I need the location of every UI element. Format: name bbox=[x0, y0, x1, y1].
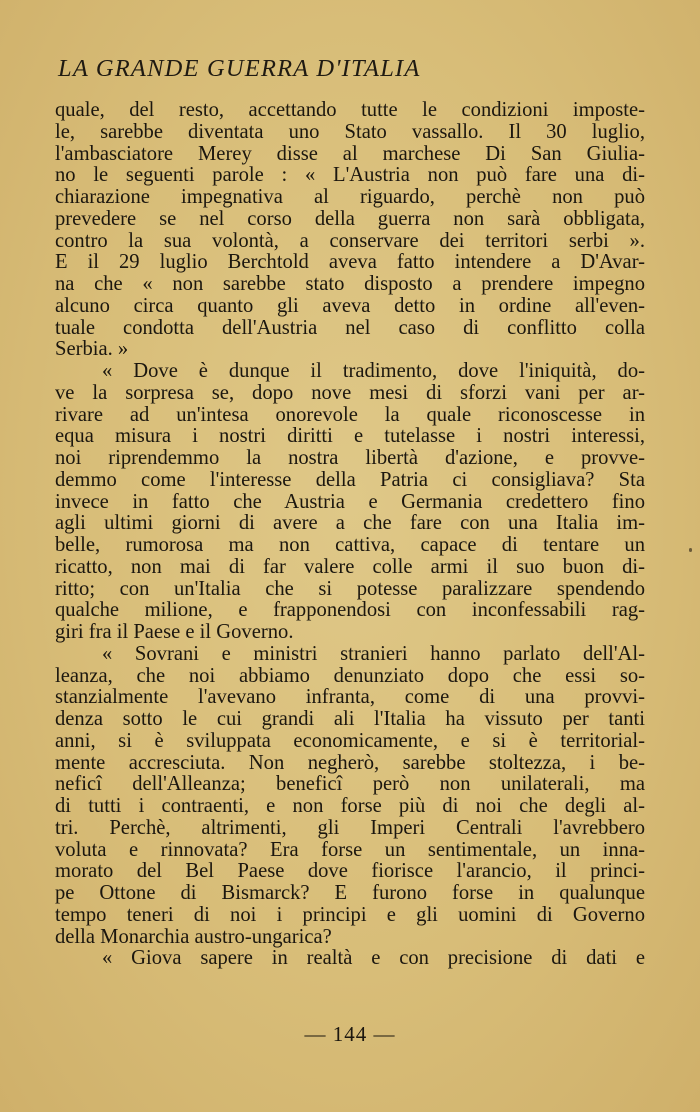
text-line: voluta e rinnovata? Era forse un sentimentale, un inna- bbox=[55, 838, 645, 861]
running-header: LA GRANDE GUERRA D'ITALIA bbox=[58, 55, 421, 82]
text-line: rivare ad un'intesa onorevole la quale riconoscesse in bbox=[55, 403, 645, 426]
text-line: mente accresciuta. Non negherò, sarebbe stoltezza, i be- bbox=[55, 751, 645, 774]
text-line: chiarazione impegnativa al riguardo, perchè non può bbox=[55, 186, 645, 208]
text-line: pe Ottone di Bismarck? E furono forse in qualunque bbox=[55, 882, 645, 904]
paper-speck bbox=[689, 548, 692, 552]
text-line: di tutti i contraenti, e non forse più di noi che degli al- bbox=[55, 795, 645, 817]
text-line: belle, rumorosa ma non cattiva, capace di tentare un bbox=[55, 534, 645, 556]
text-line: l'ambasciatore Merey disse al marchese Di San Giulia- bbox=[55, 142, 645, 165]
text-line: equa misura i nostri diritti e tutelasse i nostri interessi, bbox=[55, 425, 645, 448]
text-line: anni, si è sviluppata economicamente, e si è territorial- bbox=[55, 729, 645, 752]
text-line: neficî dell'Alleanza; beneficî però non unilaterali, ma bbox=[55, 773, 645, 796]
text-line: agli ultimi giorni di avere a che fare con una Italia im- bbox=[55, 512, 645, 535]
text-line: « Sovrani e ministri stranieri hanno parlato dell'Al- bbox=[102, 642, 645, 665]
text-line: della Monarchia austro-ungarica? bbox=[55, 925, 332, 948]
text-line: morato del Bel Paese dove fiorisce l'arancio, il princi- bbox=[55, 860, 645, 883]
text-line: quale, del resto, accettando tutte le condizioni imposte- bbox=[55, 99, 645, 121]
text-line: contro la sua volontà, a conservare dei territori serbi ». bbox=[55, 229, 645, 252]
text-line: na che « non sarebbe stato disposto a prendere impegno bbox=[55, 273, 645, 295]
text-line: demmo come l'interesse della Patria ci consigliava? Sta bbox=[55, 468, 645, 491]
text-line: leanza, che noi abbiamo denunziato dopo che essi so- bbox=[55, 664, 645, 687]
page-number: — 144 — bbox=[304, 1022, 396, 1046]
text-line: qualche milione, e frapponendosi con inconfessabili rag- bbox=[55, 599, 645, 622]
text-line: tuale condotta dell'Austria nel caso di conflitto colla bbox=[55, 316, 645, 339]
text-line: « Giova sapere in realtà e con precisione di dati e bbox=[102, 947, 645, 970]
text-line: « Dove è dunque il tradimento, dove l'iniquità, do- bbox=[102, 360, 645, 382]
text-line: Serbia. » bbox=[55, 338, 129, 361]
text-line: le, sarebbe diventata uno Stato vassallo. Il 30 luglio, bbox=[55, 120, 645, 143]
text-line: tri. Perchè, altrimenti, gli Imperi Centrali l'avrebbero bbox=[55, 816, 645, 839]
text-line: E il 29 luglio Berchtold aveva fatto intendere a D'Avar- bbox=[55, 251, 645, 274]
text-line: giri fra il Paese e il Governo. bbox=[55, 621, 294, 643]
text-line: invece in fatto che Austria e Germania credettero fino bbox=[55, 490, 645, 513]
text-line: tempo teneri di noi i principi e gli uomini di Governo bbox=[55, 903, 645, 926]
text-line: ritto; con un'Italia che si potesse paralizzare spendendo bbox=[55, 577, 645, 600]
text-line: ve la sorpresa se, dopo nove mesi di sforzi vani per ar- bbox=[55, 381, 645, 404]
text-line: ricatto, non mai di far valere colle armi il suo buon di- bbox=[55, 555, 645, 578]
body-text bbox=[55, 100, 645, 970]
text-line: denza sotto le cui grandi ali l'Italia ha vissuto per tanti bbox=[55, 708, 645, 730]
text-line: no le seguenti parole : « L'Austria non può fare una di- bbox=[55, 164, 645, 187]
text-line: stanzialmente l'avevano infranta, come di una provvi- bbox=[55, 686, 645, 709]
text-line: alcuno circa quanto gli aveva detto in ordine all'even- bbox=[55, 294, 645, 317]
text-line: noi riprendemmo la nostra libertà d'azione, e provve- bbox=[55, 447, 645, 469]
text-line: prevedere se nel corso della guerra non sarà obbligata, bbox=[55, 207, 645, 230]
